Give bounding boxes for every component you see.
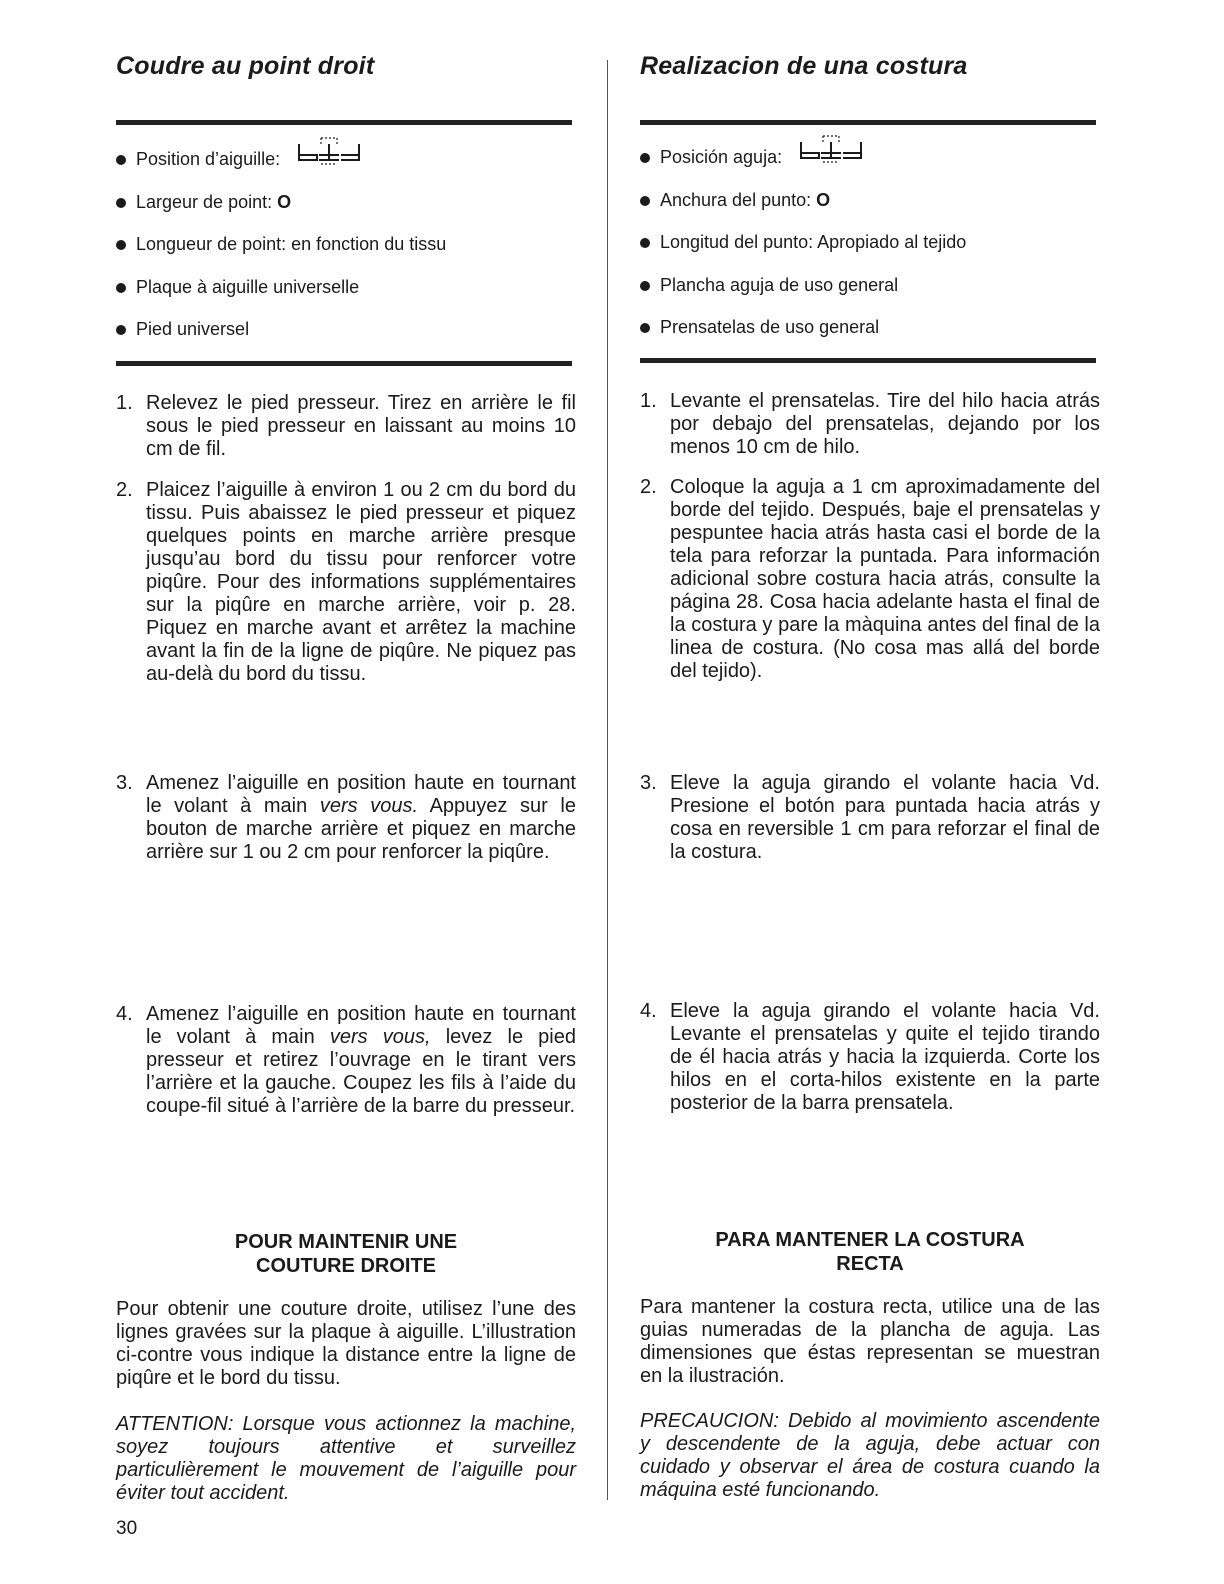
- needle-position-icon: [297, 136, 361, 179]
- list-item: Longueur de point: en fonction du tissu: [116, 225, 576, 268]
- list-item: Anchura del punto: O: [640, 181, 1100, 224]
- left-warning: ATTENTION: Lorsque vous actionnez la machine, soyez toujours attentive et surveillez particulièrement le mouvement de l’aiguille pour éviter tout accident.: [116, 1413, 576, 1504]
- bullet-icon: [640, 323, 650, 333]
- left-step-1: 1. Relevez le pied presseur. Tirez en arrière le fil sous le pied presseur en laissant au moins 10 cm de fil.: [116, 392, 576, 460]
- list-item: Posición aguja:: [640, 138, 1100, 181]
- right-bottom-rule: [640, 358, 1096, 363]
- right-step-1: 1. Levante el prensatelas. Tire del hilo hacia atrás por debajo del prensatelas, dejando por los menos 10 cm de hilo.: [640, 390, 1100, 458]
- left-settings-list: [116, 140, 576, 353]
- bullet-icon: [640, 281, 650, 291]
- right-title: Realizacion de una costura: [640, 52, 968, 80]
- list-item: Plaque à aiguille universelle: [116, 268, 576, 311]
- left-step-3: 3. Amenez l’aiguille en position haute en tournant le volant à main vers vous. Appuyez sur le bouton de marche arrière et piquez en marche arrière sur 1 ou 2 cm pour renforcer la piqûre.: [116, 772, 576, 863]
- left-title: Coudre au point droit: [116, 52, 375, 80]
- list-item: Prensatelas de uso general: [640, 308, 1100, 351]
- list-item: Pied universel: [116, 310, 576, 353]
- right-settings-list: [640, 138, 1100, 351]
- list-item: Position d’aiguille:: [116, 140, 576, 183]
- left-step-4: 4. Amenez l’aiguille en position haute en tournant le volant à main vers vous, levez le pied presseur et retirez l’ouvrage en le tirant vers l’arrière et la gauche. Coupez les fils à l’aide du coupe-fil situé à l’arrière de la barre du presseur.: [116, 1003, 576, 1117]
- bullet-icon: [116, 155, 126, 165]
- right-top-rule: [640, 120, 1096, 125]
- bullet-icon: [640, 238, 650, 248]
- column-divider: [607, 60, 608, 1500]
- left-subheading: POUR MAINTENIR UNE COUTURE DROITE: [234, 1231, 458, 1277]
- list-item: Longitud del punto: Apropiado al tejido: [640, 223, 1100, 266]
- right-subheading: PARA MANTENER LA COSTURA RECTA: [715, 1229, 1025, 1275]
- right-step-3: 3. Eleve la aguja girando el volante hacia Vd. Presione el botón para puntada hacia atrás y cosa en reversible 1 cm para reforzar el final de la costura.: [640, 772, 1100, 863]
- bullet-icon: [640, 153, 650, 163]
- left-paragraph: Pour obtenir une couture droite, utilisez l’une des lignes gravées sur la plaque à aiguille. L’illustration ci-contre vous indique la distance entre la ligne de piqûre et le bord du tissu.: [116, 1298, 576, 1389]
- bullet-icon: [116, 240, 126, 250]
- right-step-2: 2. Coloque la aguja a 1 cm aproximadamente del borde del tejido. Después, baje el prensatelas y pespuntee hacia atrás hasta casi el borde de la tela para reforzar la puntada. Para información adicional sobre costura hacia atrás, consulte la página 28. Cosa hacia adelante hasta el final de la costura y pare la màquina antes del final de la linea de costura. (No cosa mas allá del borde del tejido).: [640, 476, 1100, 682]
- right-paragraph: Para mantener la costura recta, utilice una de las guias numeradas de la plancha de aguja. Las dimensiones que éstas representan se muestran en la ilustración.: [640, 1296, 1100, 1387]
- list-item: Plancha aguja de uso general: [640, 266, 1100, 309]
- needle-position-icon: [799, 134, 863, 177]
- right-step-4: 4. Eleve la aguja girando el volante hacia Vd. Levante el prensatelas y quite el tejido tirando de él hacia atrás y hacia la izquierda. Corte los hilos en el corta-hilos existente en la parte posterior de la barra prensatela.: [640, 1000, 1100, 1114]
- page-number: 30: [116, 1518, 138, 1539]
- left-bottom-rule: [116, 361, 572, 366]
- bullet-icon: [640, 196, 650, 206]
- bullet-icon: [116, 283, 126, 293]
- bullet-icon: [116, 198, 126, 208]
- list-item: Largeur de point: O: [116, 183, 576, 226]
- bullet-icon: [116, 325, 126, 335]
- left-step-2: 2. Plaicez l’aiguille à environ 1 ou 2 cm du bord du tissu. Puis abaissez le pied presseur et piquez quelques points en marche arrière presque jusqu’au bord du tissu pour renforcer votre piqûre. Pour des informations supplémentaires sur la piqûre en marche arrière, voir p. 28. Piquez en marche avant et arrêtez la machine avant la fin de la ligne de piqûre. Ne piquez pas au-delà du bord du tissu.: [116, 479, 576, 685]
- left-top-rule: [116, 120, 572, 125]
- right-warning: PRECAUCION: Debido al movimiento ascendente y descendente de la aguja, debe actuar con cuidado y observar el área de costura cuando la máquina esté funcionando.: [640, 1410, 1100, 1501]
